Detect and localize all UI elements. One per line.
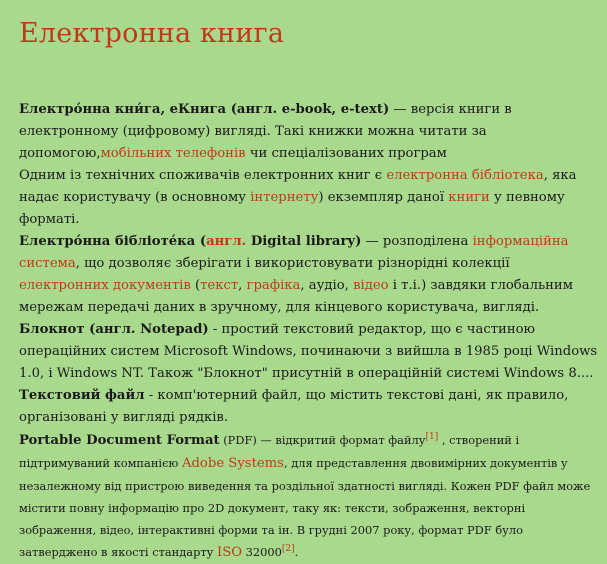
- link-mobile-phones[interactable]: мобільних телефонів: [100, 146, 246, 161]
- article-body: [19, 99, 599, 564]
- paragraph-pdf: [19, 429, 599, 564]
- text: ) екземпляр даної: [318, 190, 449, 205]
- text: Електро́нна бібліоте́ка (: [19, 234, 207, 249]
- link-iso[interactable]: ISO: [216, 545, 243, 560]
- text: , що дозволяє зберігати і використовувати різнорідні колекції: [75, 256, 510, 271]
- link-graphics[interactable]: графіка: [246, 278, 301, 293]
- link-books[interactable]: книги: [448, 190, 490, 205]
- text: 32000: [242, 545, 282, 559]
- text: - комп'ютерний файл, що містить текстові дані, як правило, організовані у вигляді рядків.: [19, 388, 569, 425]
- term-text-file: Текстовий файл: [19, 388, 145, 403]
- page-title: Електронна книга: [19, 18, 285, 49]
- text: , яка надає користувачу (в основному: [19, 168, 577, 205]
- term-ebook: Електро́нна кни́га, еКнига (англ. e-book, e-text): [19, 102, 390, 117]
- text: , аудіо,: [300, 278, 354, 293]
- text: (PDF) — відкритий формат файлу: [219, 433, 426, 447]
- text: Digital library): [246, 234, 362, 249]
- text: у певному форматі.: [19, 190, 565, 227]
- paragraph-text-file: [19, 385, 599, 429]
- link-video[interactable]: відео: [353, 278, 389, 293]
- text: (: [190, 278, 201, 293]
- text: , створений і підтримуваний компанією: [19, 433, 520, 470]
- paragraph-digital-library: [19, 231, 599, 319]
- term-pdf: Portable Document Format: [19, 433, 220, 448]
- paragraph-notepad: [19, 319, 599, 385]
- text: .: [294, 545, 299, 559]
- text: - простий текстовий редактор, що є частиною операційних систем Microsoft Windows, починаючи з вийшла в 1985 році Windows 1.0, і Windows NT. Також "Блокнот" присутній в операційній системі Windows 8....: [19, 322, 598, 381]
- link-information-system[interactable]: інформаційна система: [19, 234, 569, 271]
- link-electronic-library[interactable]: електронна бібліотека: [386, 168, 544, 183]
- ref-2-link[interactable]: [2]: [281, 544, 295, 555]
- paragraph-ebook: [19, 99, 599, 165]
- text: , для представлення двовимірних документів у незалежному від пристрою виведення та роздільної здатності вигляді. Кожен PDF файл може містити повну інформацію про 2D документ, таку як: тексти, зображення, векторні зображення, відео, інтерактивні форми та ін. В грудні 2007 року, формат PDF було затверджено в якості стандарту: [19, 456, 591, 559]
- link-internet[interactable]: інтернету: [250, 190, 319, 205]
- link-electronic-documents[interactable]: електронних документів: [19, 278, 191, 293]
- text: — розподілена: [361, 234, 473, 249]
- term-digital-library: [19, 234, 361, 249]
- link-text[interactable]: текст: [200, 278, 239, 293]
- text: Одним із технічних споживачів електронних книг є: [19, 168, 387, 183]
- text: ,: [238, 278, 247, 293]
- text: чи спеціалізованих програм: [245, 146, 447, 161]
- link-adobe-systems[interactable]: Adobe Systems: [181, 456, 284, 471]
- term-notepad: Блокнот (англ. Notepad): [19, 322, 209, 337]
- paragraph-consumers: [19, 165, 599, 231]
- text: — версія книги в електронному (цифровому) вигляді. Такі книжки можна читати за допомогою,: [19, 102, 512, 161]
- ref-1-link[interactable]: [1]: [425, 432, 439, 443]
- text: і т.і.) завдяки глобальним мережам передачі даних в зручному, для кінцевого користувача, вигляді.: [19, 278, 573, 315]
- link-english[interactable]: англ.: [206, 234, 247, 249]
